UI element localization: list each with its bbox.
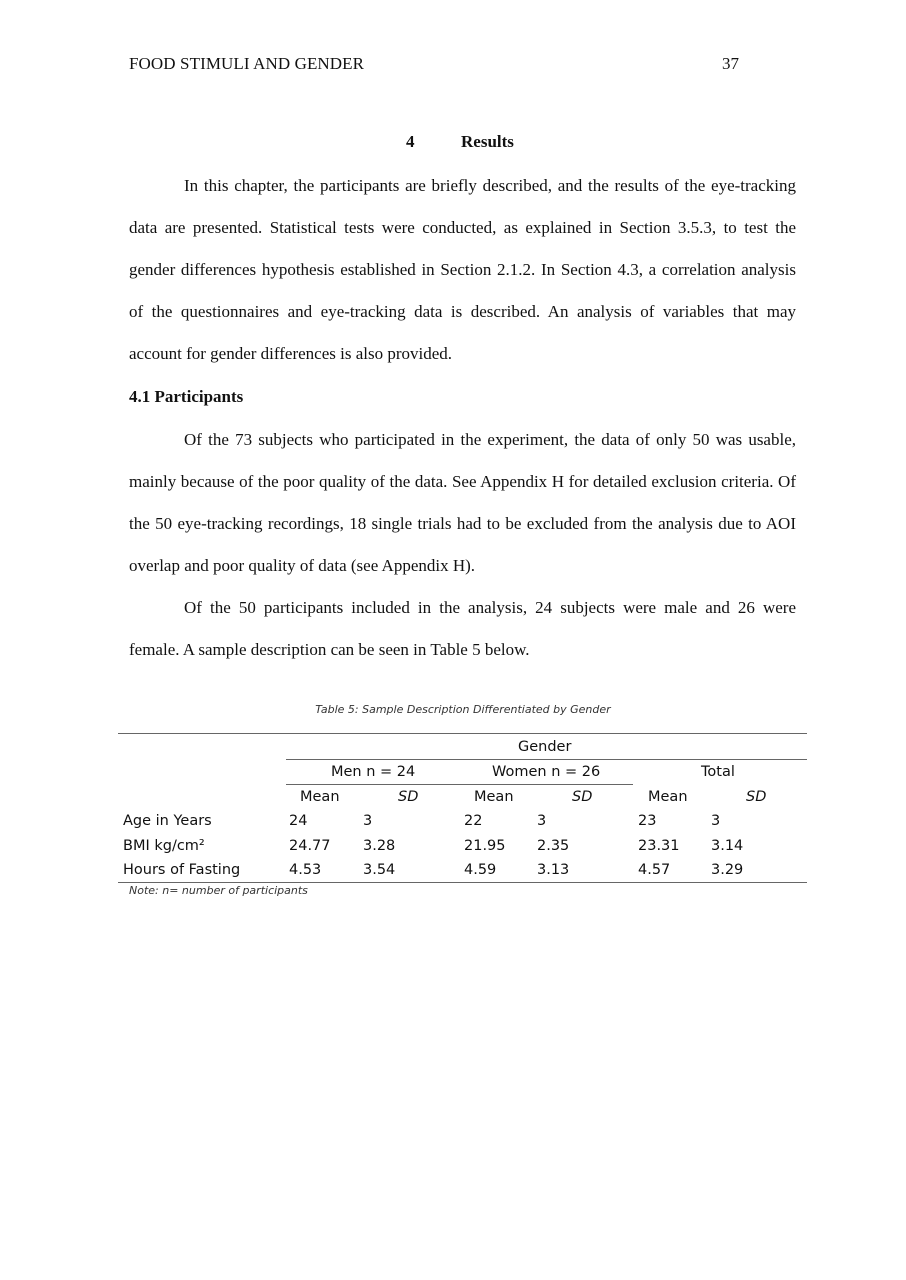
- col-header-total-mean: Mean: [648, 789, 688, 805]
- col-header-women-sd: SD: [572, 789, 593, 805]
- running-head: FOOD STIMULI AND GENDER: [129, 54, 365, 73]
- gender-header: Gender: [518, 739, 572, 755]
- row-label: Hours of Fasting: [123, 862, 241, 878]
- row-label: BMI kg/cm²: [123, 838, 205, 854]
- participants-paragraph-2: Of the 50 participants included in the analysis, 24 subjects were male and 26 were female. A sample description can be seen in Table 5 below.: [129, 598, 796, 659]
- table-caption: Table 5: Sample Description Differentiated by Gender: [315, 703, 611, 716]
- table-cell: 3: [711, 813, 721, 829]
- participants-paragraph-1: Of the 73 subjects who participated in the experiment, the data of only 50 was usable, mainly because of the poor quality of the data. See Appendix H for detailed exclusion criteria. Of the 50 eye-tracking recordings, 18 single trials had to be excluded from the analysis due to AOI overlap and poor quality of data (see Appendix H).: [129, 430, 796, 575]
- table-cell: 21.95: [464, 838, 506, 854]
- women-header: Women n = 26: [492, 764, 601, 780]
- table-cell: 4.57: [638, 862, 671, 878]
- table-cell: 3.28: [363, 838, 396, 854]
- row-label: Age in Years: [123, 813, 212, 829]
- total-header: Total: [701, 764, 735, 780]
- table-cell: 24: [289, 813, 308, 829]
- table-cell: 2.35: [537, 838, 570, 854]
- section-title: Results: [461, 132, 514, 151]
- table-top-rule: [118, 733, 807, 734]
- table-cell: 3.13: [537, 862, 570, 878]
- table-cell: 22: [464, 813, 483, 829]
- table-cell: 3.29: [711, 862, 744, 878]
- page-number: 37: [722, 54, 739, 73]
- table-cell: 24.77: [289, 838, 331, 854]
- table-note: Note: n= number of participants: [129, 884, 308, 897]
- table-cell: 23.31: [638, 838, 680, 854]
- table-cell: 4.59: [464, 862, 497, 878]
- subsection-heading: 4.1 Participants: [129, 387, 244, 406]
- subgroup-rule: [286, 784, 633, 785]
- intro-paragraph: In this chapter, the participants are briefly described, and the results of the eye-tracking data are presented. Statistical tests were conducted, as explained in Section 3.5.3, to test the gender differences hypothesis established in Section 2.1.2. In Section 4.3, a correlation analysis of the questionnaires and eye-tracking data is described. An analysis of variables that may account for gender differences is also provided.: [129, 176, 796, 363]
- men-header: Men n = 24: [331, 764, 416, 780]
- table-bottom-rule: [118, 882, 807, 883]
- col-header-men-sd: SD: [398, 789, 419, 805]
- table-cell: 23: [638, 813, 657, 829]
- table-cell: 3.54: [363, 862, 396, 878]
- table-cell: 3.14: [711, 838, 744, 854]
- table-cell: 3: [537, 813, 547, 829]
- table-cell: 4.53: [289, 862, 322, 878]
- col-header-men-mean: Mean: [300, 789, 340, 805]
- gender-rule: [286, 759, 807, 760]
- table-cell: 3: [363, 813, 373, 829]
- section-number: 4: [406, 132, 415, 151]
- col-header-women-mean: Mean: [474, 789, 514, 805]
- col-header-total-sd: SD: [746, 789, 767, 805]
